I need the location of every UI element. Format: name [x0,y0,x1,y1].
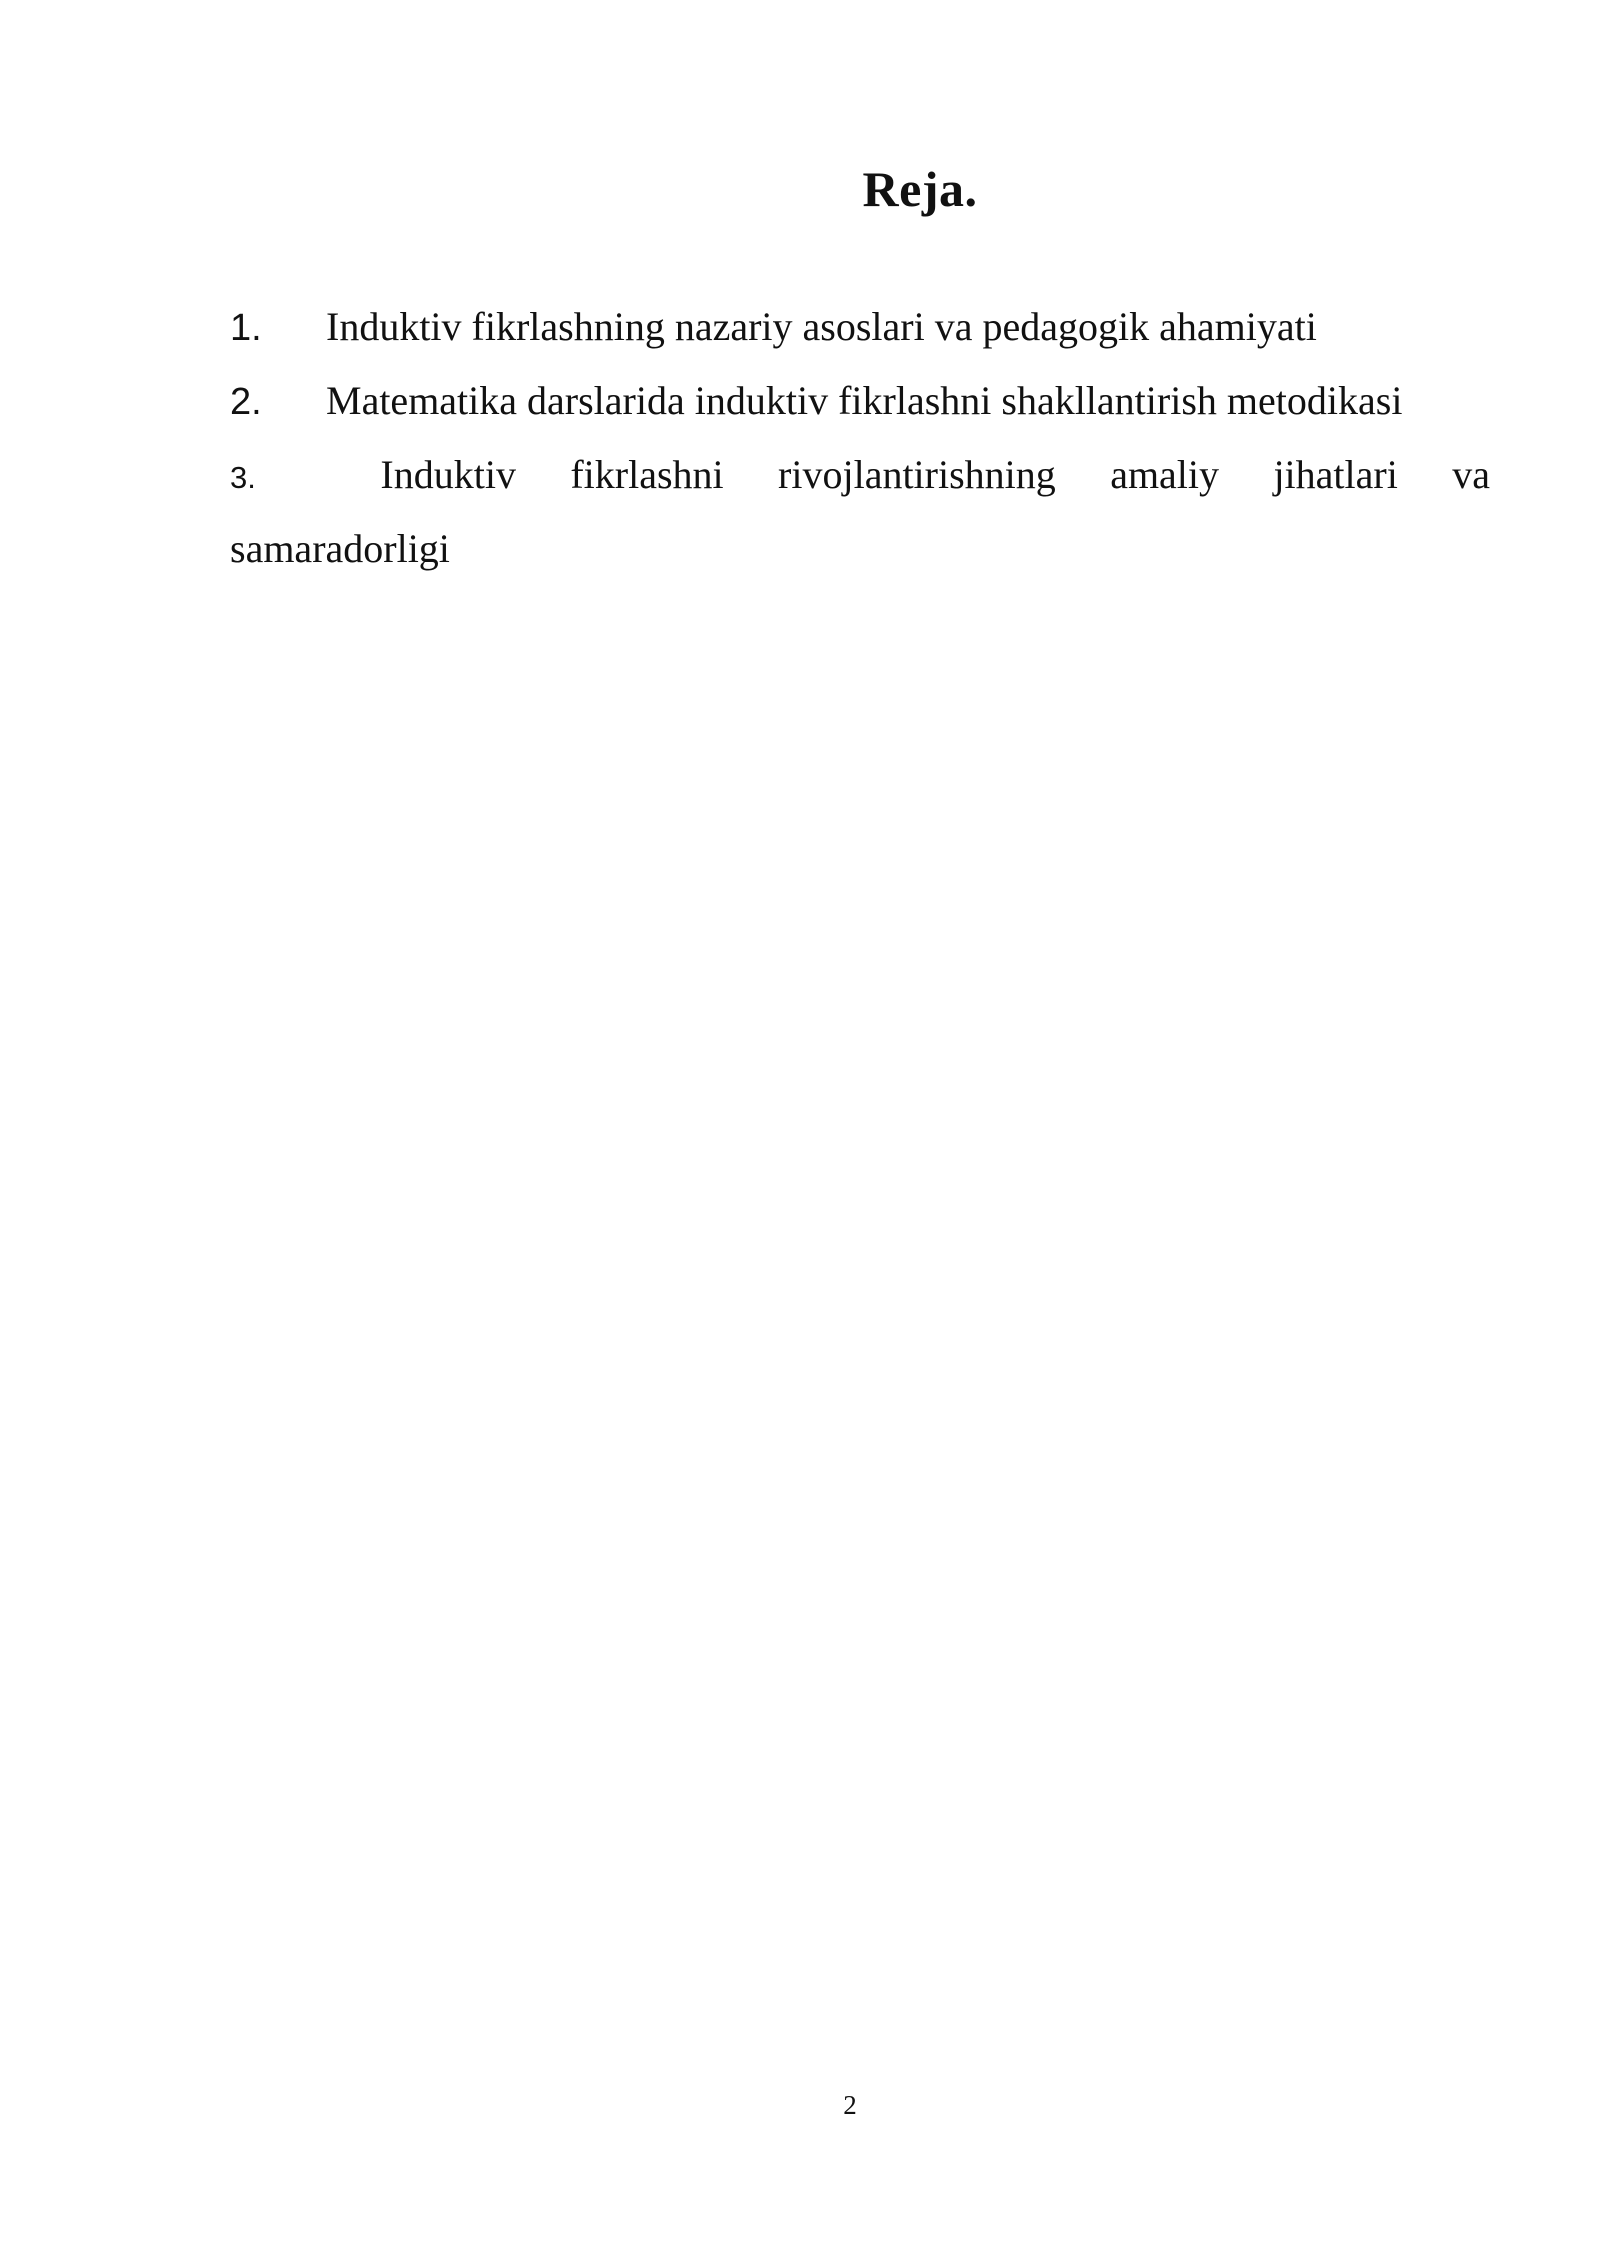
page-number: 2 [843,2090,857,2120]
item-word: jihatlari [1273,452,1398,497]
list-item [230,438,1490,586]
item-word: amaliy [1110,452,1220,497]
item-first-line [230,438,1490,512]
item-text: Matematika darslarida induktiv fikrlashni shakllantirish metodikasi [326,378,1403,423]
item-word: fikrlashni [570,452,724,497]
item-word: Induktiv [380,452,516,497]
item-continuation: samaradorligi [230,526,450,571]
plan-list [230,290,1490,586]
item-word: va [1452,452,1490,497]
item-number: 3. [230,460,256,495]
list-item [230,290,1490,364]
item-word: rivojlantirishning [778,452,1056,497]
item-number: 2. [230,381,262,423]
list-item [230,364,1490,438]
item-text: Induktiv fikrlashning nazariy asoslari va pedagogik ahamiyati [326,304,1317,349]
page-title: Reja. [862,161,978,217]
item-number: 1. [230,307,262,349]
